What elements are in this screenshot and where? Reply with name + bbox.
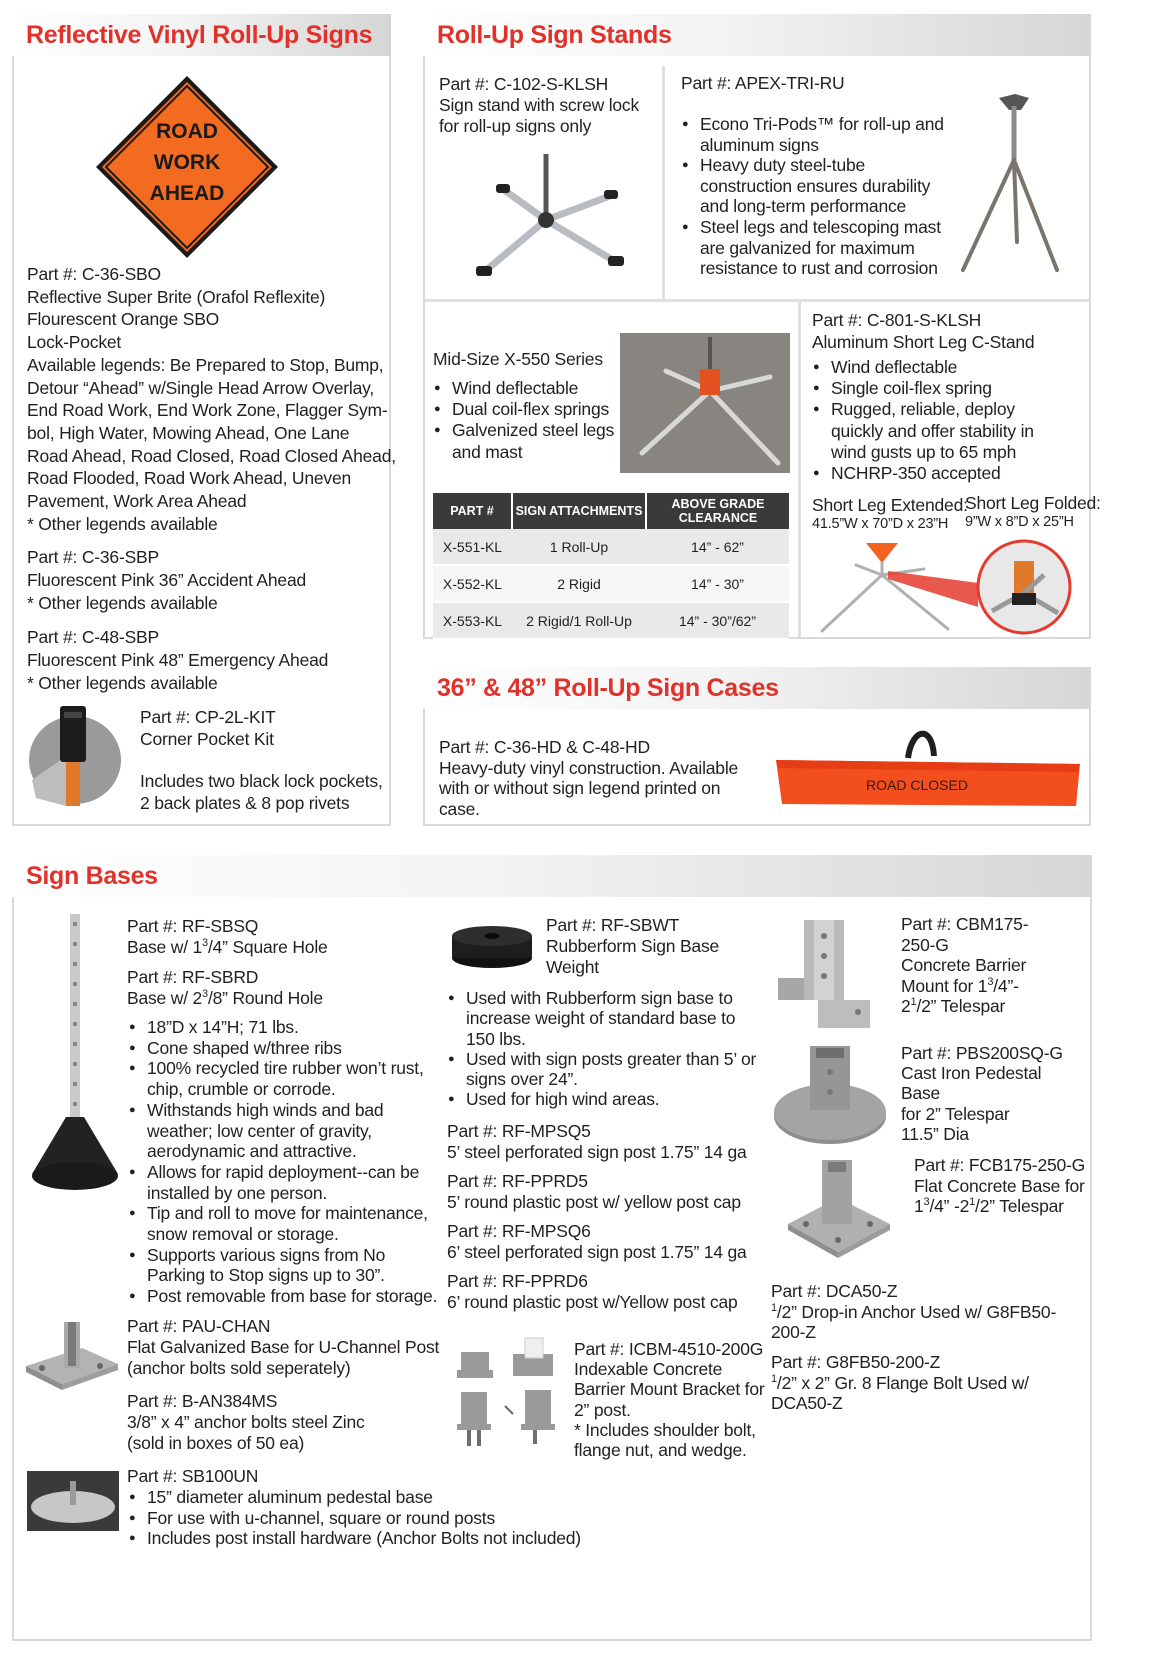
sbwt-bullets bbox=[448, 988, 756, 1110]
table-header: PART # bbox=[433, 493, 512, 529]
text-line: Flat Concrete Base for bbox=[914, 1175, 1085, 1196]
text-line: Base w/ $2^3/8$” Round Hole bbox=[127, 988, 323, 1008]
bullet-item: ● Tip and roll to move for maintenance, snow removal or storage. bbox=[129, 1203, 437, 1244]
part-number: Part #: FCB175-250-G bbox=[914, 1155, 1086, 1175]
x550-bullets bbox=[434, 378, 614, 463]
c36sbp-block bbox=[27, 546, 306, 615]
text-line: $1^3/4$” $-2^1/2$” Telespar bbox=[914, 1196, 1064, 1217]
text-line: Sign stand with screw lock bbox=[439, 95, 640, 115]
dca-block bbox=[771, 1281, 1056, 1343]
cbm-block bbox=[901, 914, 1028, 1017]
sign-word-1: ROAD bbox=[156, 120, 218, 143]
part-number: Part #: C-801-S-KLSH bbox=[812, 310, 982, 330]
flat-concrete-base-image bbox=[782, 1154, 894, 1264]
part-number: Part #: DCA50-Z bbox=[771, 1281, 898, 1301]
text-line: * Includes shoulder bolt, bbox=[574, 1419, 756, 1440]
bullet-item: ● Steel legs and telescoping mast are galvanized for maximum resistance to rust and corrosion bbox=[682, 217, 944, 279]
icbm-block bbox=[574, 1339, 764, 1460]
text-line: Barrier Mount Bracket for bbox=[574, 1379, 765, 1400]
text-line: 11.5” Dia bbox=[901, 1123, 969, 1144]
part-number: Part #: ICBM-4510-200G bbox=[574, 1339, 764, 1359]
table-cell: 2 Rigid/1 Roll-Up bbox=[512, 602, 646, 639]
bullet-item: ● Rugged, reliable, deploy quickly and offer stability in wind gusts up to 65 mph bbox=[813, 399, 1034, 463]
apex-bullets bbox=[682, 114, 944, 279]
bullet-item: ● Wind deflectable bbox=[813, 357, 1034, 378]
part-number: 250-G bbox=[901, 934, 949, 955]
cast-iron-pedestal-image bbox=[772, 1042, 888, 1146]
bullet-item: ● 15” diameter aluminum pedestal base bbox=[129, 1487, 581, 1508]
sign-word-2: WORK bbox=[153, 151, 221, 174]
short-leg-extended bbox=[812, 496, 968, 534]
concrete-barrier-mount-image bbox=[774, 916, 878, 1030]
text-line: 41.5”W x 70”D x 23”H bbox=[812, 516, 949, 532]
table-cell: 14” - 30”/62” bbox=[646, 602, 789, 639]
bullet-item: ● Used with sign posts greater than 5’ or signs over 24”. bbox=[448, 1049, 756, 1090]
table-cell: X-553-KL bbox=[433, 602, 512, 639]
text-line: Concrete Barrier bbox=[901, 955, 1027, 975]
c801-bullets bbox=[813, 357, 1034, 484]
text-line: 2” post. bbox=[574, 1399, 631, 1420]
text-line: flange nut, and wedge. bbox=[574, 1440, 747, 1461]
g8-block bbox=[771, 1352, 1029, 1414]
part-number: Part #: CP-2L-KIT bbox=[140, 707, 276, 727]
text-line: Pavement, Work Area Ahead bbox=[27, 491, 247, 512]
x550-spec-table bbox=[433, 493, 789, 640]
u-channel-base-image bbox=[22, 1318, 120, 1394]
tripod-image bbox=[955, 92, 1075, 277]
bullet-item: ● Includes post install hardware (Anchor Bolts not included) bbox=[129, 1528, 581, 1549]
table-header: ABOVE GRADE CLEARANCE bbox=[646, 493, 789, 529]
text-line: 6’ round plastic post w/Yellow post cap bbox=[447, 1292, 738, 1312]
text-line: Road Flooded, Road Work Ahead, Uneven bbox=[27, 468, 352, 489]
text-line: Available legends: Be Prepared to Stop, Bump, bbox=[27, 354, 384, 375]
bullet-item: ● Post removable from base for storage. bbox=[129, 1286, 437, 1307]
text-line: $^1$/2” x 2” Gr. 8 Flange Bolt Used w/ bbox=[771, 1372, 1029, 1393]
text-line: 3/8” x 4” anchor bolts steel Zinc bbox=[127, 1412, 365, 1432]
bullet-item: ● Dual coil-flex springs bbox=[434, 399, 614, 420]
text-line: 200-Z bbox=[771, 1322, 816, 1343]
sbsq-block bbox=[127, 916, 328, 958]
fcb-block bbox=[914, 1155, 1085, 1217]
bases-header: Sign Bases bbox=[12, 855, 1092, 897]
text-line: Short Leg Folded: bbox=[965, 493, 1101, 513]
part-number: Part #: C-48-SBP bbox=[27, 627, 159, 647]
text-line: * Other legends available bbox=[27, 673, 218, 693]
text-line: DCA50-Z bbox=[771, 1393, 843, 1414]
sbrd-block bbox=[127, 967, 323, 1009]
part-number: Part #: C-36-SBP bbox=[27, 547, 159, 567]
text-line: Includes two black lock pockets, bbox=[140, 771, 383, 791]
sbwt-block bbox=[546, 915, 719, 978]
text-line: * Other legends available bbox=[27, 513, 218, 534]
bullet-item: ● NCHRP-350 accepted bbox=[813, 463, 1034, 484]
divider bbox=[425, 299, 1089, 302]
text-line: case. bbox=[439, 799, 480, 820]
part-number: Part #: PBS200SQ-G bbox=[901, 1043, 1063, 1063]
text-line: 5’ round plastic post w/ yellow post cap bbox=[447, 1192, 741, 1212]
bullet-item: ● Single coil-flex spring bbox=[813, 378, 1034, 399]
text-line: Fluorescent Pink 48” Emergency Ahead bbox=[27, 650, 329, 670]
part-number: Part #: RF-SBSQ bbox=[127, 916, 259, 936]
base-weight-image bbox=[449, 920, 535, 970]
text-line: (anchor bolts sold seperately) bbox=[127, 1358, 351, 1378]
bullet-item: ● Econo Tri-Pods™ for roll-up and aluminum signs bbox=[682, 114, 944, 155]
sb100-bullets bbox=[129, 1487, 581, 1549]
c48sbp-block bbox=[27, 626, 328, 695]
text-line: * Other legends available bbox=[27, 593, 218, 613]
pau-block bbox=[127, 1316, 439, 1379]
corner-pocket-kit-image bbox=[26, 700, 124, 806]
x-stand-image bbox=[470, 150, 640, 285]
text-line: 2 back plates & 8 pop rivets bbox=[140, 792, 350, 813]
part-number: Part #: C-102-S-KLSH bbox=[439, 74, 609, 94]
bullet-item: ● 18”D x 14”H; 71 lbs. bbox=[129, 1017, 437, 1038]
bullet-item: ● Heavy duty steel-tube construction ensures durability and long-term performance bbox=[682, 155, 944, 217]
text-line: 9”W x 8”D x 25”H bbox=[965, 514, 1074, 530]
x550-title: Mid-Size X-550 Series bbox=[433, 349, 603, 369]
bullet-item: ● Withstands high winds and bad weather; low center of gravity, aerodynamic and attractive. bbox=[129, 1100, 437, 1162]
text-line: Cast Iron Pedestal bbox=[901, 1063, 1042, 1084]
sign-case-image bbox=[772, 720, 1084, 810]
cases-header: 36” & 48” Roll-Up Sign Cases bbox=[423, 667, 1091, 709]
text-line: (sold in boxes of 50 ea) bbox=[127, 1433, 305, 1453]
text-line: $2^1/2$” Telespar bbox=[901, 996, 1006, 1016]
text-line: Base bbox=[901, 1083, 941, 1104]
text-line: Detour “Ahead” w/Single Head Arrow Overlay, bbox=[27, 377, 375, 398]
bullet-item: ● Used for high wind areas. bbox=[448, 1089, 756, 1109]
text-line: for roll-up signs only bbox=[439, 116, 592, 136]
bullet-item: ● Cone shaped w/three ribs bbox=[129, 1038, 437, 1059]
bullet-item: ● Used with Rubberform sign base to increase weight of standard base to 150 lbs. bbox=[448, 988, 756, 1049]
bullet-item: ● Wind deflectable bbox=[434, 378, 614, 399]
table-cell: 1 Roll-Up bbox=[512, 529, 646, 565]
pedestal-base-image bbox=[27, 1471, 119, 1531]
table-row bbox=[433, 565, 789, 602]
text-line: 6’ steel perforated sign post 1.75” 14 ga bbox=[447, 1242, 747, 1262]
text-line: 5’ steel perforated sign post 1.75” 14 ga bbox=[447, 1142, 747, 1162]
bullet-item: ● Galvenized steel legs and mast bbox=[434, 420, 614, 462]
sign-word-3: AHEAD bbox=[149, 182, 225, 205]
text-line: End Road Work, End Work Zone, Flagger Sym- bbox=[27, 400, 388, 421]
bullet-item: ● Allows for rapid deployment--can be installed by one person. bbox=[129, 1162, 437, 1203]
part-number: Part #: RF-MPSQ6 bbox=[447, 1221, 591, 1241]
table-row bbox=[433, 602, 789, 639]
part-number: Part #: CBM175- bbox=[901, 914, 1029, 934]
case-legend: ROAD CLOSED bbox=[866, 777, 968, 793]
text-line: Reflective Super Brite (Orafol Reflexite) bbox=[27, 286, 326, 307]
part-number: Part #: RF-MPSQ5 bbox=[447, 1121, 591, 1141]
bullet-item: ● For use with u-channel, square or round posts bbox=[129, 1508, 581, 1529]
text-line: Corner Pocket Kit bbox=[140, 728, 274, 749]
c-stand-image bbox=[812, 537, 1082, 637]
table-header: SIGN ATTACHMENTS bbox=[512, 493, 646, 529]
text-line: Short Leg Extended: bbox=[812, 495, 968, 515]
text-line: Lock-Pocket bbox=[27, 332, 122, 353]
part-number: Part #: PAU-CHAN bbox=[127, 1316, 271, 1336]
table-cell: X-551-KL bbox=[433, 529, 512, 565]
posts-list bbox=[447, 1121, 747, 1313]
text-line: bol, High Water, Mowing Ahead, One Lane bbox=[27, 422, 350, 443]
road-work-ahead-sign-image bbox=[92, 72, 282, 262]
text-line: Road Ahead, Road Closed, Road Closed Ahead, bbox=[27, 445, 396, 466]
part-number: Part #: C-36-SBO bbox=[27, 264, 161, 284]
text-line: Fluorescent Pink 36” Accident Ahead bbox=[27, 570, 307, 590]
text-line: Rubberform Sign Base bbox=[546, 936, 720, 956]
stands-header: Roll-Up Sign Stands bbox=[423, 14, 1091, 56]
text-line: Flat Galvanized Base for U-Channel Post bbox=[127, 1337, 440, 1357]
reflective-header: Reflective Vinyl Roll-Up Signs bbox=[12, 14, 391, 56]
sb100-part: Part #: SB100UN bbox=[127, 1466, 259, 1486]
cases-block bbox=[439, 737, 738, 820]
apex-part: Part #: APEX-TRI-RU bbox=[681, 73, 845, 93]
bullet-item: ● 100% recycled tire rubber won’t rust, chip, crumble or corrode. bbox=[129, 1058, 437, 1099]
part-number: Part #: C-36-HD & C-48-HD bbox=[439, 737, 650, 757]
part-number: Part #: G8FB50-200-Z bbox=[771, 1352, 941, 1372]
text-line: Weight bbox=[546, 957, 599, 977]
table-row bbox=[433, 529, 789, 565]
part-number: Part #: RF-PPRD5 bbox=[447, 1171, 588, 1191]
rubber-base-bullets bbox=[129, 1017, 437, 1307]
short-leg-folded bbox=[965, 494, 1101, 532]
text-line: Flourescent Orange SBO bbox=[27, 309, 220, 330]
x550-stand-photo bbox=[620, 333, 790, 473]
bullet-item: ● Supports various signs from No Parking to Stop signs up to 30”. bbox=[129, 1245, 437, 1286]
text-line: with or without sign legend printed on bbox=[439, 778, 721, 799]
divider bbox=[798, 302, 801, 637]
text-line: Aluminum Short Leg C-Stand bbox=[812, 331, 1035, 352]
pbs-block bbox=[901, 1043, 1063, 1144]
text-line: Indexable Concrete bbox=[574, 1359, 723, 1380]
c36sbo-block bbox=[27, 263, 396, 535]
divider bbox=[662, 66, 665, 300]
text-line: Mount for $1^3/4”-$ bbox=[901, 975, 1019, 996]
c801-block bbox=[812, 310, 1034, 353]
corner-pocket-kit-block bbox=[140, 707, 383, 814]
table-cell: 2 Rigid bbox=[512, 565, 646, 602]
ban-block bbox=[127, 1391, 365, 1454]
table-cell: X-552-KL bbox=[433, 565, 512, 602]
text-line: Base w/ $1^3/4$” Square Hole bbox=[127, 937, 328, 957]
barrier-bracket-image bbox=[447, 1336, 567, 1448]
table-cell: 14” - 30” bbox=[646, 565, 789, 602]
text-line: for 2” Telespar bbox=[901, 1103, 1010, 1124]
text-line: Heavy-duty vinyl construction. Available bbox=[439, 757, 739, 778]
part-number: Part #: RF-PPRD6 bbox=[447, 1271, 588, 1291]
c102-block bbox=[439, 74, 639, 137]
part-number: Part #: RF-SBRD bbox=[127, 967, 259, 987]
part-number: Part #: B-AN384MS bbox=[127, 1391, 278, 1411]
part-number: Part #: RF-SBWT bbox=[546, 915, 680, 935]
text-line: $^1$/2” Drop-in Anchor Used w/ G8FB50- bbox=[771, 1301, 1057, 1322]
table-cell: 14” - 62” bbox=[646, 529, 789, 565]
rubber-base-image bbox=[30, 912, 120, 1192]
